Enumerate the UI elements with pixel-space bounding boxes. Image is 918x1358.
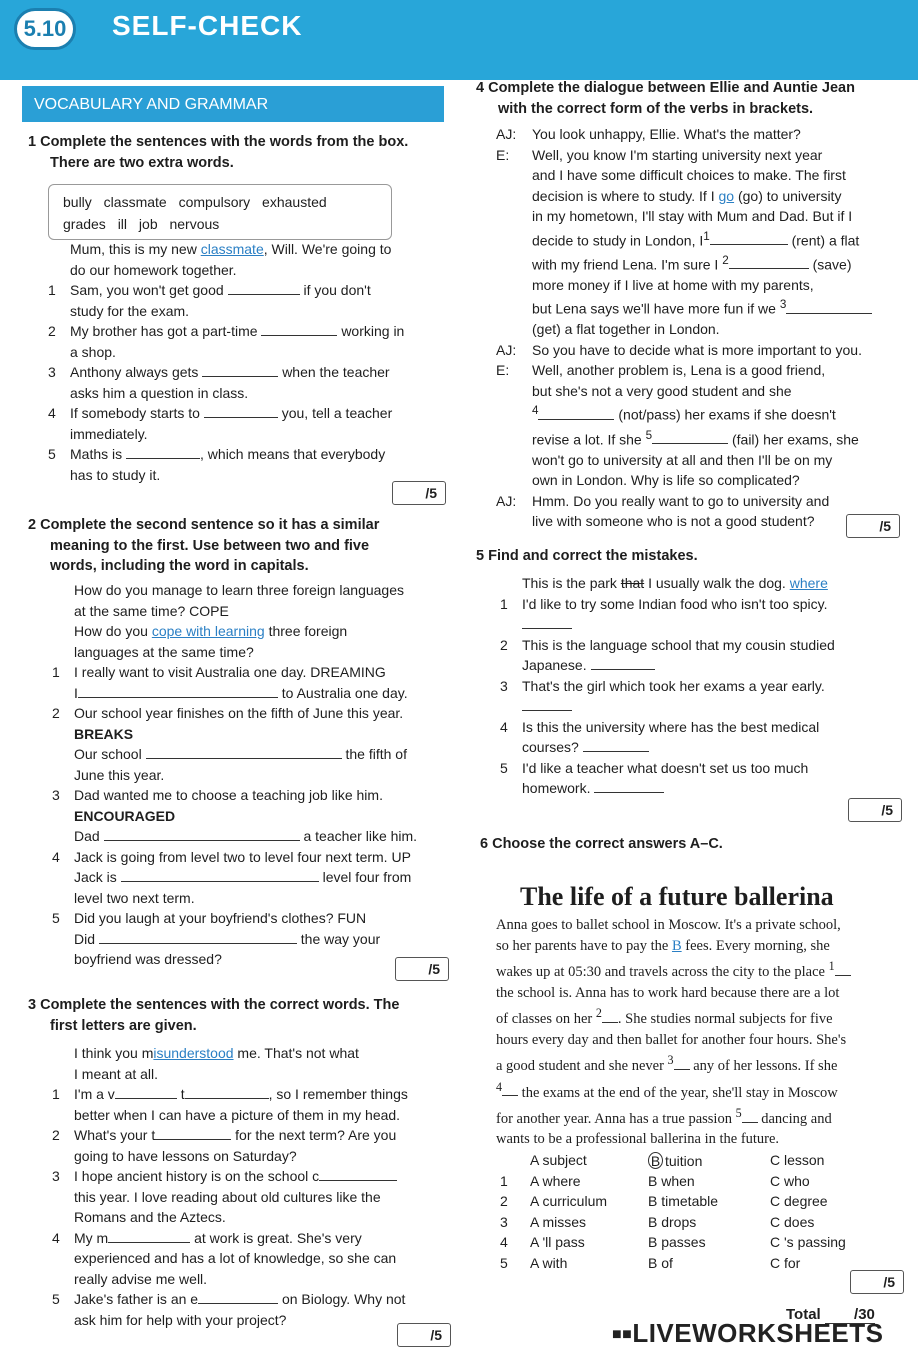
answer-blank[interactable]: [652, 431, 728, 444]
text: more money if I live at home with my parents,: [532, 276, 814, 293]
answer-blank[interactable]: [522, 698, 572, 711]
dialogue: AJ: You look unhappy, Ellie. What's the matter? E: Well, you know I'm starting university next year and I have some difficult choices to make. The first decision is where to study. If I go (go) to university in my hometown, I'll stay with Mum and Dad. But if I decide to study in London, $I^1$ (rent) a flat with my friend Lena. I'm sure I $^2$ (save) more money if I live at home with my parents, but Lena says we'll have more fun if we $^3$ (get) a flat together in London. AJ: So you have to decide what is more important to you. E: Well, another problem is, Lena is a good friend, but she's not a very good student and she $^4$ (not/pass) her exams if she doesn't revise a lot. If she $^5$ (fail) her exams, she won't go to university at all and then I'll be on my own in London. Why is life so complicated? AJ: Hmm. Do you really want to go to university and live with someone who is not a good student?: [496, 124, 906, 532]
text: won't go to university at all and then I'll be on my: [532, 451, 833, 468]
text: If somebody starts to: [70, 405, 200, 421]
answer-blank[interactable]: [155, 1127, 231, 1140]
text: , which means that everybody: [200, 446, 386, 462]
text: June this year.: [74, 766, 165, 783]
option-b[interactable]: B timetable: [648, 1193, 719, 1210]
text: own in London. Why is life so complicated?: [532, 472, 800, 489]
option-b[interactable]: B when: [648, 1172, 695, 1189]
answer-blank[interactable]: [583, 739, 649, 752]
option-number: 1: [500, 1172, 508, 1189]
text: level four from: [322, 869, 412, 885]
answer-blank[interactable]: [594, 780, 664, 793]
ex2-sentences: How do you manage to learn three foreign languages at the same time? COPE How do you cope with learning three foreign languages at the same time? 1 I really want to visit Australia one day. DREAMING I to Australia one day. 2 Our school year finishes on the fifth of June this year. BREAKS Our school the fifth of June this year. 3 Dad wanted me to choose a teaching job like him. ENCOURAGED Dad a teacher like him. 4 Jack is going from level two to level four next term. UP Jack is level four from level two next term. 5 Did you laugh at your boyfriend's clothes? FUN Did the way your boyfriend was dressed?: [52, 580, 452, 970]
text: wants to be a professional ballerina in the future.: [496, 1131, 780, 1148]
option-c[interactable]: C for: [770, 1254, 801, 1271]
text: I'd like a teacher what doesn't set us too much: [522, 759, 809, 776]
word-box-line: grades ill job nervous: [63, 216, 220, 232]
option-c[interactable]: C who: [770, 1172, 810, 1189]
text: t: [180, 1086, 185, 1102]
watermark-text: LIVEWORKSHEETS: [632, 1318, 884, 1348]
text: Did: [74, 930, 96, 947]
answer-blank[interactable]: [710, 232, 788, 245]
logo-icon: ■■: [612, 1326, 633, 1344]
text: for another year. Anna has a true passion: [496, 1110, 732, 1127]
total-value: /30: [825, 1306, 875, 1324]
answer-blank[interactable]: [228, 282, 300, 295]
text: Anthony always gets: [70, 364, 199, 380]
text: How do you: [74, 623, 152, 639]
text: Dad wanted me to choose a teaching job like him.: [74, 787, 383, 803]
option-row: [500, 1193, 846, 1214]
answer-blank[interactable]: [742, 1110, 758, 1123]
text: wakes up at 05:30 and travels across the city to the place: [496, 964, 825, 981]
ex3-title: 3 Complete the sentences with the correct words. The: [28, 997, 400, 1013]
answer-blank[interactable]: [202, 364, 278, 377]
text: tuition: [665, 1153, 703, 1169]
text: Dad: [74, 828, 100, 844]
text: (get) a flat together in London.: [532, 321, 720, 338]
text: any of her lessons. If she: [693, 1058, 838, 1075]
option-a[interactable]: A where: [530, 1172, 581, 1189]
answer-blank[interactable]: [786, 301, 872, 314]
page-title: SELF-CHECK: [112, 10, 303, 41]
text: I: [74, 684, 78, 701]
ex1-title-2: There are two extra words.: [50, 154, 234, 171]
text: Maths is: [70, 446, 123, 462]
text: Japanese.: [522, 657, 587, 673]
text: That's the girl which took her exams a year early.: [522, 677, 825, 694]
option-row: [500, 1255, 846, 1276]
answer-blank[interactable]: [78, 685, 278, 698]
text: revise a lot. If she: [532, 431, 642, 448]
ex2-title-3: words, including the word in capitals.: [50, 558, 309, 574]
text: but she's not a very good student and she: [532, 382, 792, 399]
example-answer: cope with learning: [151, 623, 265, 639]
option-b[interactable]: B passes: [648, 1234, 706, 1251]
text: courses?: [522, 739, 579, 755]
ex3-title-2: first letters are given.: [50, 1017, 197, 1034]
text: has to study it.: [70, 466, 161, 483]
exercise-1: [28, 132, 448, 173]
text: Jack is going from level two to level four next term. UP: [74, 848, 411, 865]
option-number: [500, 1152, 530, 1173]
option-c[interactable]: C degree: [770, 1193, 828, 1210]
answer-blank[interactable]: [319, 1168, 397, 1181]
exercise-4: [476, 78, 916, 119]
answer-blank[interactable]: [108, 1230, 190, 1243]
text: a shop.: [70, 343, 116, 360]
text: I'm a v: [74, 1086, 115, 1102]
answer-blank[interactable]: [198, 1291, 278, 1304]
text: the fifth of: [345, 746, 407, 762]
word-box-line: bully classmate compulsory exhausted: [63, 194, 327, 210]
text: the school is. Anna has to work hard because there are a lot: [496, 984, 840, 1001]
ex4-score: /5: [846, 514, 900, 538]
exercise-5: [476, 546, 916, 567]
answer-blank[interactable]: [591, 657, 655, 670]
text: immediately.: [70, 425, 148, 442]
word-box: [48, 184, 392, 240]
option-a[interactable]: A 'll pass: [530, 1234, 585, 1251]
text: My brother has got a part-time: [70, 323, 258, 339]
ex3-score: /5: [397, 1323, 451, 1347]
text: but Lena says we'll have more fun if we: [532, 300, 776, 317]
speaker: AJ:: [496, 492, 517, 509]
speaker: E:: [496, 146, 510, 163]
text: Jake's father is an e: [74, 1291, 199, 1307]
text: asks him a question in class.: [70, 384, 249, 401]
text: boyfriend was dressed?: [74, 951, 222, 967]
text: me. That's not what: [233, 1045, 359, 1061]
text: This is the language school that my cousin studied: [522, 636, 835, 653]
story-text: Anna goes to ballet school in Moscow. It's a private school, so her parents have to pay the B fees. Every morning, she wakes up at 05:30 and travels across the city to the place $^1$ the school is. Anna has to work hard because there are a lot of classes on her $^2$ . She studies normal subjects for five hours every day and then ballet for another four hours. She's a good student and she never $^3$ any of her lessons. If she $^4$ the exams at the end of the year, she'll stay in Moscow for another year. Anna has a true passion $^5$ dancing and wants to be a professional ballerina in the future.: [496, 915, 904, 1150]
option-number: 5: [500, 1254, 508, 1271]
option-b[interactable]: B drops: [648, 1213, 697, 1230]
text: really advise me well.: [74, 1270, 208, 1287]
text: so her parents have to pay the: [496, 937, 672, 954]
text: fees. Every morning, she: [681, 937, 830, 954]
answer-blank[interactable]: [204, 405, 278, 418]
example-answer: go: [718, 187, 735, 204]
text: a good student and she never: [496, 1058, 664, 1075]
text: Sam, you won't get good: [70, 282, 224, 298]
story-title: The life of a future ballerina: [520, 882, 834, 911]
text: Our school: [74, 746, 142, 762]
option-b[interactable]: [648, 1152, 770, 1173]
text: Did you laugh at your boyfriend's clothes? FUN: [74, 910, 367, 926]
option-c[interactable]: C 's passing: [770, 1234, 846, 1251]
answer-blank[interactable]: [502, 1083, 518, 1096]
option-row: [500, 1173, 846, 1194]
option-row: [500, 1152, 846, 1173]
ex2-title: 2 Complete the second sentence so it has a similar: [28, 517, 380, 533]
answer-options: [500, 1152, 846, 1276]
watermark-logo: [612, 1318, 883, 1349]
ex4-title-2: with the correct form of the verbs in brackets.: [498, 100, 814, 117]
text: the exams at the end of the year, she'll stay in Moscow: [521, 1084, 838, 1101]
answer-blank[interactable]: [99, 931, 297, 944]
text: dancing and: [761, 1110, 832, 1127]
ex1-score: /5: [392, 481, 446, 505]
option-number: 3: [500, 1213, 508, 1230]
selected-circle: B: [648, 1152, 663, 1169]
text: What's your t: [74, 1127, 156, 1143]
text: in my hometown, I'll stay with Mum and Dad. But if I: [532, 208, 853, 224]
text: , so I remember things: [268, 1086, 408, 1102]
text: Our school year finishes on the fifth of June this year.: [74, 705, 404, 721]
option-a[interactable]: A subject: [530, 1152, 587, 1168]
example-answer: where: [789, 575, 828, 591]
text: better when I can have a picture of them in my head.: [74, 1106, 401, 1123]
exercise-6: [480, 834, 910, 855]
text: (not/pass) her exams if she doesn't: [618, 407, 836, 424]
speaker: AJ:: [496, 126, 517, 142]
text: BREAKS: [74, 725, 134, 742]
text: you, tell a teacher: [281, 405, 393, 421]
ex5-score: /5: [848, 798, 902, 822]
text: study for the exam.: [70, 302, 190, 319]
text: ask him for help with your project?: [74, 1311, 287, 1328]
text: to Australia one day.: [281, 684, 408, 701]
text: So you have to decide what is more important to you.: [532, 341, 862, 358]
text: hours every day and then ballet for another four hours. She's: [496, 1031, 847, 1048]
text: I'd like to try some Indian food who isn't too spicy.: [522, 595, 828, 612]
text: with my friend Lena. I'm sure I: [532, 256, 719, 273]
text: (rent) a flat: [791, 232, 860, 249]
option-row: [500, 1214, 846, 1235]
text: I meant at all.: [74, 1065, 159, 1082]
text: Well, another problem is, Lena is a good friend,: [532, 362, 826, 379]
text: Hmm. Do you really want to go to university and: [532, 492, 830, 509]
option-c[interactable]: C lesson: [770, 1152, 825, 1168]
text: experienced and has a lot of knowledge, so she can: [74, 1250, 397, 1266]
text: at the same time? COPE: [74, 602, 229, 619]
answer-blank[interactable]: [835, 963, 851, 976]
text: Anna goes to ballet school in Moscow. It's a private school,: [496, 917, 841, 933]
text: ENCOURAGED: [74, 807, 176, 824]
ex2-score: /5: [395, 957, 449, 981]
text: do our homework together.: [70, 261, 237, 278]
exercise-3: [28, 995, 448, 1036]
answer-blank[interactable]: [126, 446, 200, 459]
example-answer: B: [671, 937, 682, 954]
text: This is the park: [522, 575, 621, 591]
text: Jack is: [74, 869, 117, 885]
text: Well, you know I'm starting university next year: [532, 146, 823, 163]
text: I really want to visit Australia one day. DREAMING: [74, 664, 386, 680]
text: How do you manage to learn three foreign languages: [74, 582, 404, 598]
answer-blank[interactable]: [104, 828, 300, 841]
unit-badge: 5.10: [14, 8, 76, 50]
example-answer: classmate: [200, 241, 264, 257]
text: decide to study in London, I: [532, 232, 704, 249]
option-b[interactable]: B of: [648, 1254, 673, 1271]
answer-blank[interactable]: [538, 407, 614, 420]
text: when the teacher: [282, 364, 390, 380]
text: level two next term.: [74, 889, 195, 906]
text: three foreign: [264, 623, 348, 639]
text: of classes on her: [496, 1011, 593, 1028]
option-a[interactable]: A misses: [530, 1213, 587, 1230]
text: My m: [74, 1229, 109, 1246]
text: I think you m: [74, 1045, 154, 1061]
answer-blank[interactable]: [121, 869, 319, 882]
text: live with someone who is not a good student?: [532, 513, 815, 530]
option-a[interactable]: A curriculum: [530, 1193, 608, 1210]
text: homework.: [522, 780, 591, 796]
answer-blank[interactable]: [185, 1086, 269, 1099]
text: . She studies normal subjects for five: [617, 1011, 833, 1028]
text: , Will. We're going to: [263, 241, 392, 257]
text: Romans and the Aztecs.: [74, 1209, 226, 1225]
ex1-sentences: Mum, this is my new classmate, Will. We're going to do our homework together. 1 Sam, you won't get good if you don't study for the exam. 2 My brother has got a part-time working in a shop. 3 Anthony always gets when the teacher asks him a question in class. 4 If somebody starts to you, tell a teacher immediately. 5 Maths is , which means that everybody has to study it.: [48, 239, 448, 485]
option-c[interactable]: C does: [770, 1213, 815, 1230]
answer-blank[interactable]: [522, 616, 572, 629]
ex6-score: /5: [850, 1270, 904, 1294]
option-row: [500, 1234, 846, 1255]
answer-blank[interactable]: [146, 746, 342, 759]
total-label: Total: [786, 1306, 821, 1323]
answer-blank[interactable]: [261, 323, 337, 336]
speaker: E:: [496, 362, 510, 379]
option-number: 2: [500, 1193, 508, 1210]
exercise-2: [28, 515, 448, 577]
ex3-sentences: I think you misunderstood me. That's not what I meant at all. 1 I'm a v t , so I remember things better when I can have a picture of them in my head. 2 What's your t for the next term? Are you going to have lessons on Saturday? 3 I hope ancient history is on the school c this year. I love reading about old cultures like the Romans and the Aztecs. 4 My m at work is great. She's very experienced and has a lot of knowledge, so she can really advise me well. 5 Jake's father is an e on Biology. Why not ask him for help with your project?: [52, 1043, 452, 1330]
text: working in: [341, 323, 405, 339]
text: decision is where to study. If I: [532, 187, 719, 204]
ex5-sentences: This is the park that I usually walk the dog. where 1 I'd like to try some Indian food who isn't too spicy. 2 This is the language school that my cousin studied Japanese. 3 That's the girl which took her exams a year early. 4 Is this the university where has the best medical courses? 5 I'd like a teacher what doesn't set us too much homework.: [500, 575, 835, 796]
text: this year. I love reading about old cultures like the: [74, 1188, 381, 1205]
text: Mum, this is my new: [70, 241, 201, 257]
option-a[interactable]: A with: [530, 1254, 568, 1271]
text: (fail) her exams, she: [731, 431, 859, 448]
text: the way your: [300, 930, 381, 947]
struck-word: that: [620, 575, 645, 591]
text: if you don't: [303, 282, 371, 298]
text: languages at the same time?: [74, 643, 254, 660]
ex4-title: 4 Complete the dialogue between Ellie and Auntie Jean: [476, 80, 855, 96]
text: You look unhappy, Ellie. What's the matter?: [532, 126, 801, 142]
answer-blank[interactable]: [115, 1086, 177, 1099]
answer-blank[interactable]: [602, 1010, 618, 1023]
text: Is this the university where has the best medical: [522, 718, 820, 735]
answer-blank[interactable]: [674, 1057, 690, 1070]
text: at work is great. She's very: [194, 1229, 362, 1246]
text: going to have lessons on Saturday?: [74, 1147, 297, 1164]
answer-blank[interactable]: [729, 256, 809, 269]
text: for the next term? Are you: [235, 1127, 397, 1143]
text: I usually walk the dog.: [644, 575, 786, 591]
ex2-title-2: meaning to the first. Use between two and five: [50, 537, 370, 554]
option-number: 4: [500, 1234, 508, 1251]
example-answer: isunderstood: [153, 1045, 234, 1061]
section-banner: VOCABULARY AND GRAMMAR: [22, 86, 444, 122]
text: I hope ancient history is on the school c: [74, 1168, 320, 1184]
header-bar: [0, 0, 918, 80]
text: on Biology. Why not: [281, 1291, 406, 1307]
ex6-title: 6 Choose the correct answers A–C.: [480, 836, 723, 852]
text: a teacher like him.: [303, 828, 418, 844]
ex1-title: 1 Complete the sentences with the words from the box.: [28, 134, 409, 150]
ex5-title: 5 Find and correct the mistakes.: [476, 548, 698, 564]
text: (save): [812, 256, 852, 273]
text: (go) to university: [734, 187, 842, 204]
text: and I have some difficult choices to make. The first: [532, 167, 846, 183]
speaker: AJ:: [496, 341, 517, 358]
